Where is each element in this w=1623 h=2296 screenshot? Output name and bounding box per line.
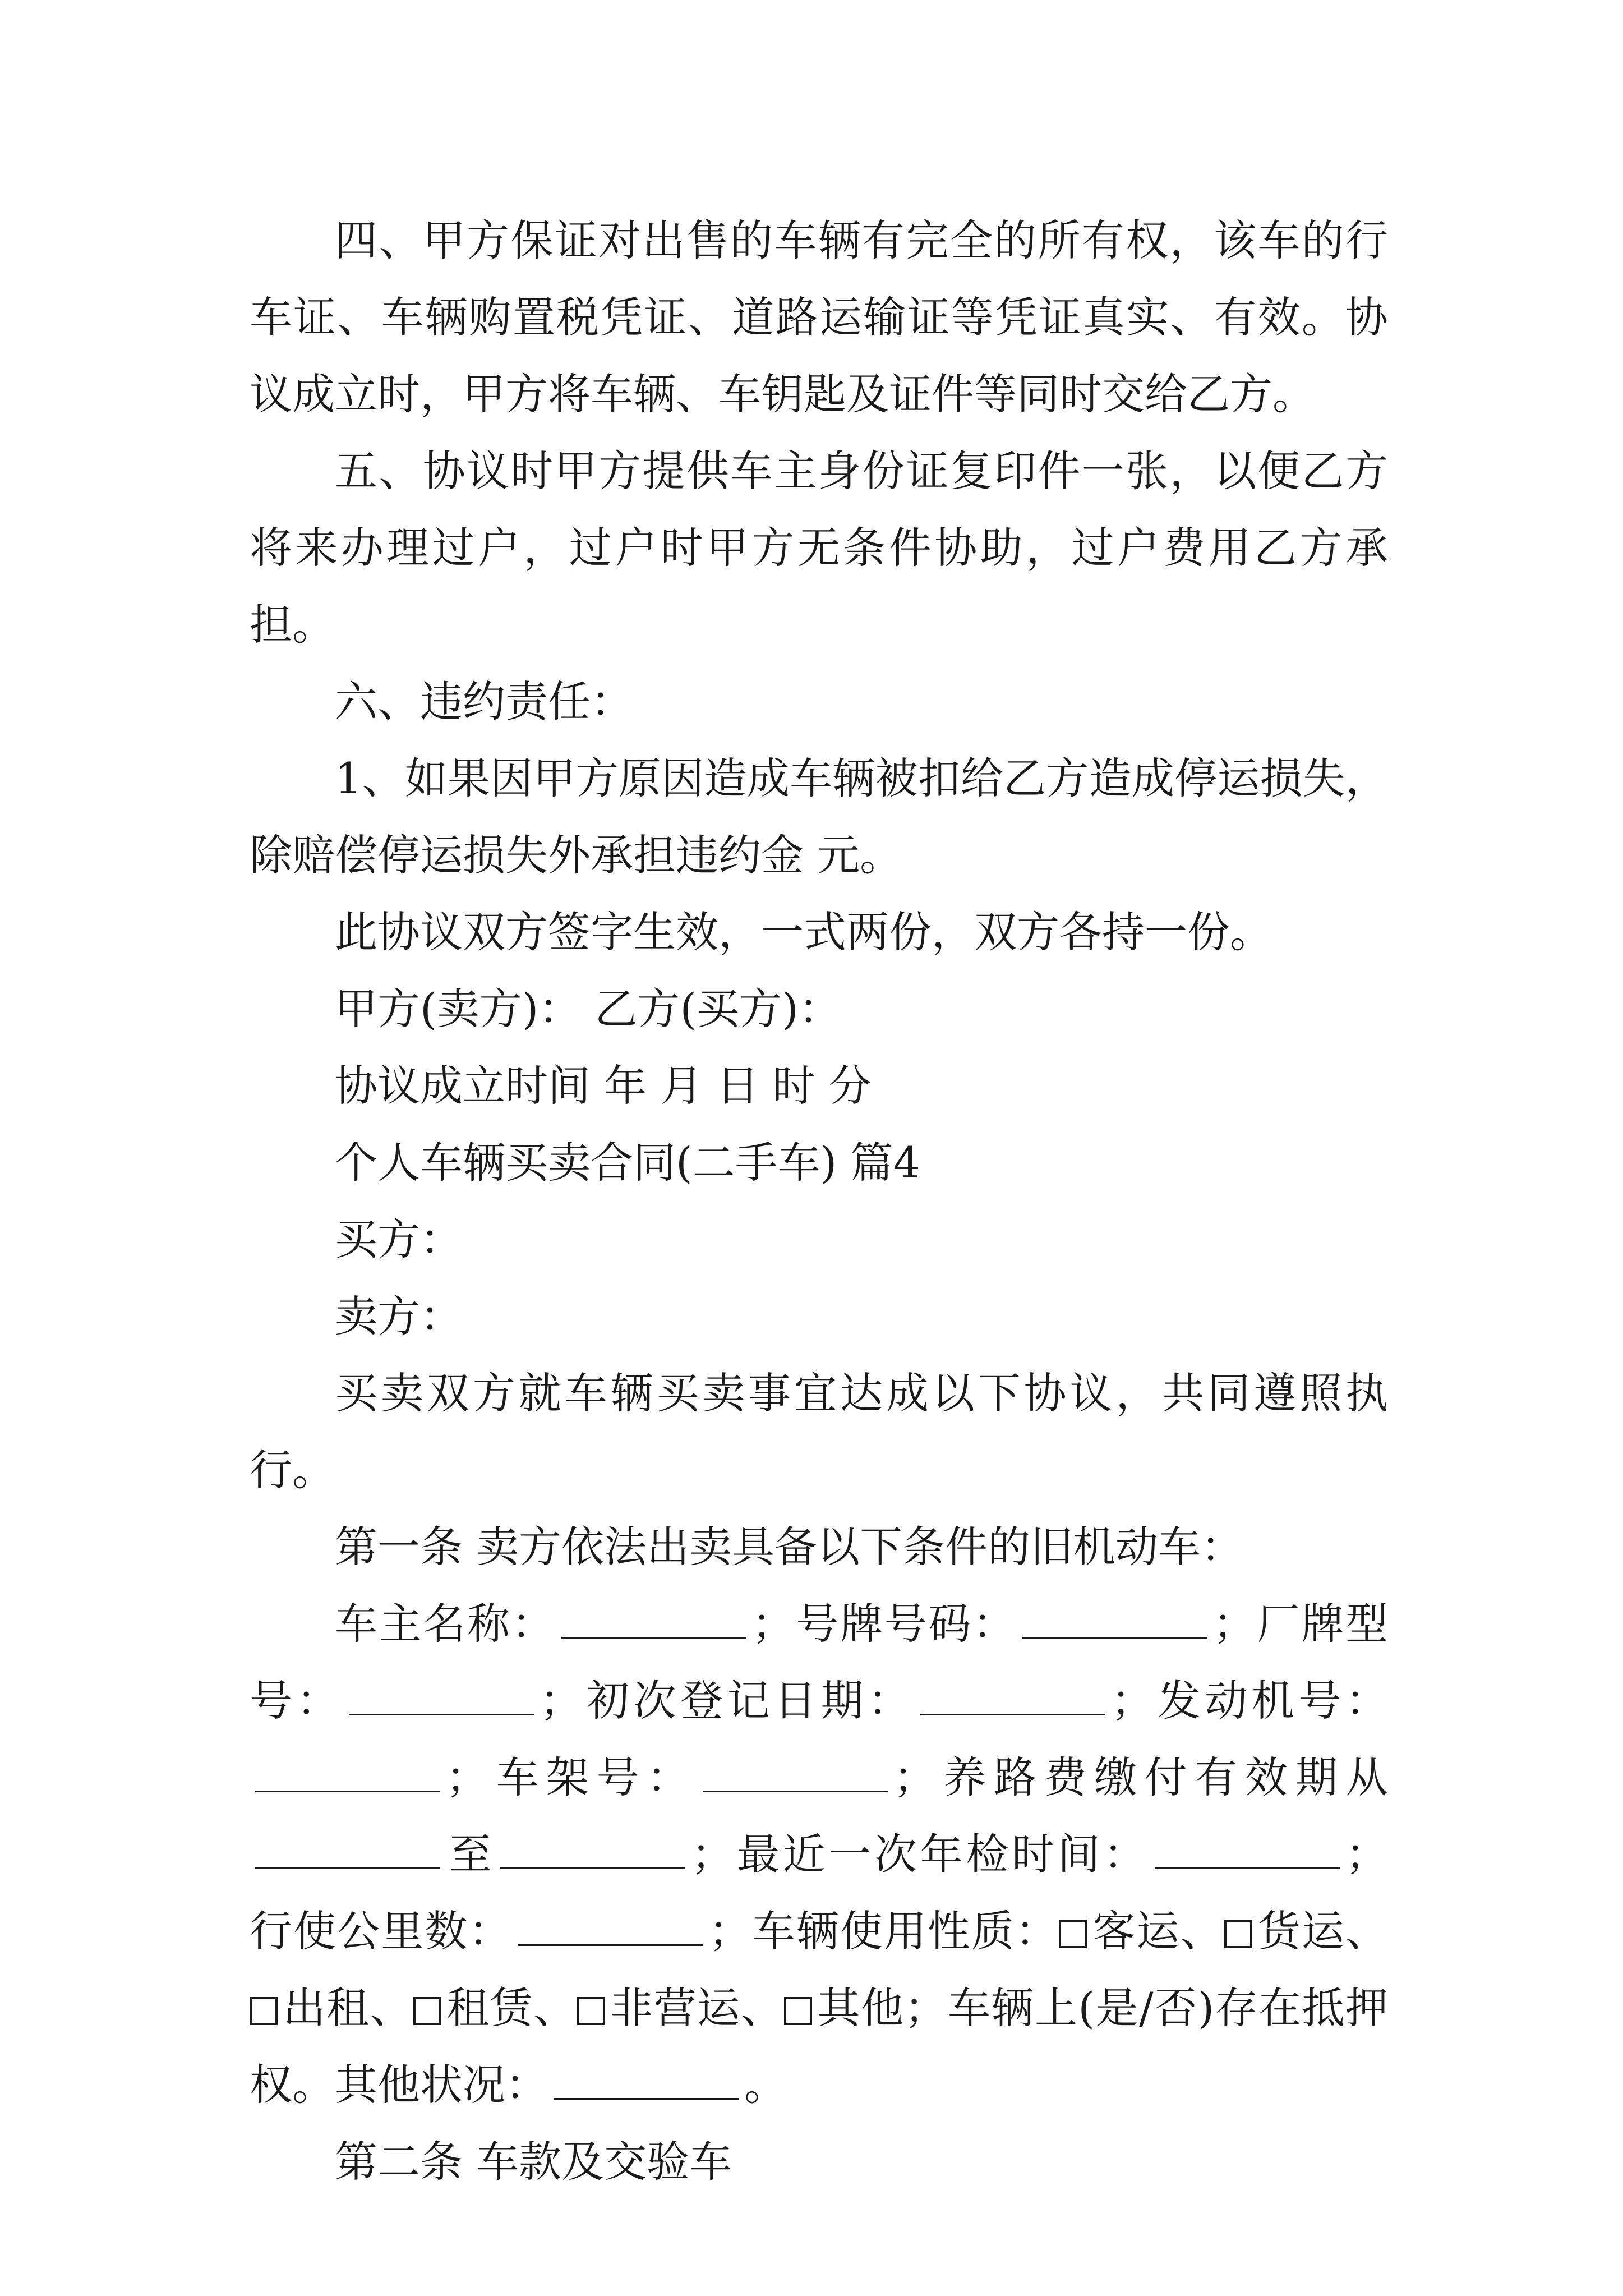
article-one-heading: 第一条 卖方依法出卖具备以下条件的旧机动车： bbox=[335, 1522, 1244, 1572]
signature-line: 甲方(卖方)： 乙方(买方)： bbox=[335, 984, 841, 1034]
other-status-blank bbox=[554, 2063, 739, 2100]
mortgage-label: 车辆上(是/否)存在抵押权。其他状况： bbox=[250, 1983, 1389, 2110]
checkbox-non-operating bbox=[577, 1997, 605, 2025]
contract-title: 个人车辆买卖合同(二手车) 篇4 bbox=[335, 1138, 920, 1188]
vehicle-fields-paragraph: 车主名称： ；号牌号码： ；厂牌型号： ；初次登记日期： ；发动机号：；车架号： ；养路费缴付有效期从至 ；最近一次年检时间： ；行使公里数： ；车辆使用性质： 客运、 货运、出租、 租赁、 非营运、 其他；车辆上(是/否)存在抵押权。其他状况： 。 bbox=[250, 1599, 1389, 2110]
plate-number-label: ；号牌号码： bbox=[751, 1599, 1017, 1649]
clause-six-item-1: 1、如果因甲方原因造成车辆被扣给乙方造成停运损失，除赔偿停运损失外承担违约金 元。 bbox=[250, 753, 1388, 880]
mileage-label: ；行使公里数： bbox=[250, 1829, 1389, 1956]
last-inspection-blank bbox=[1155, 1833, 1340, 1869]
engine-number-blank bbox=[255, 1756, 440, 1792]
first-registration-blank bbox=[920, 1679, 1105, 1715]
document-body bbox=[250, 202, 1388, 2200]
owner-name-blank bbox=[561, 1602, 746, 1639]
clause-five: 五、协议时甲方提供车主身份证复印件一张，以便乙方将来办理过户，过户时甲方无条件协助，过户费用乙方承担。 bbox=[250, 446, 1388, 650]
usage-option-taxi: 出租、 bbox=[282, 1983, 413, 2033]
brand-model-label: ；厂牌型号： bbox=[250, 1599, 1389, 1726]
checkbox-lease bbox=[413, 1997, 441, 2025]
engine-number-label: ；发动机号： bbox=[1111, 1676, 1389, 1726]
seller-line: 卖方： bbox=[335, 1291, 463, 1341]
frame-number-blank bbox=[703, 1756, 888, 1792]
usage-option-lease: 租赁、 bbox=[445, 1983, 577, 2033]
checkbox-freight bbox=[1224, 1920, 1252, 1948]
plate-number-blank bbox=[1022, 1602, 1207, 1639]
usage-nature-label: ；车辆使用性质： bbox=[708, 1906, 1059, 1956]
checkbox-other bbox=[784, 1997, 812, 2025]
owner-name-label: 车主名称： bbox=[335, 1599, 556, 1649]
checkbox-taxi bbox=[250, 1997, 278, 2025]
road-fee-to-label: 至 bbox=[446, 1829, 495, 1879]
usage-option-other: 其他； bbox=[817, 1983, 947, 2033]
last-inspection-label: ；最近一次年检时间： bbox=[691, 1829, 1150, 1879]
road-fee-to-blank bbox=[500, 1833, 685, 1869]
mileage-blank bbox=[518, 1910, 703, 1946]
usage-option-non-operating: 非营运、 bbox=[609, 1983, 785, 2033]
clause-six-heading: 六、违约责任： bbox=[335, 677, 633, 726]
usage-option-passenger: 客运、 bbox=[1091, 1906, 1224, 1956]
road-fee-label: ；养路费缴付有效期从 bbox=[893, 1752, 1389, 1802]
brand-model-blank bbox=[349, 1679, 534, 1715]
buyer-line: 买方： bbox=[335, 1214, 463, 1264]
clause-four: 四、甲方保证对出售的车辆有完全的所有权，该车的行车证、车辆购置税凭证、道路运输证等凭证真实、有效。协议成立时，甲方将车辆、车钥匙及证件等同时交给乙方。 bbox=[250, 215, 1388, 419]
frame-number-label: 车架号： bbox=[488, 1752, 697, 1802]
article-two-heading: 第二条 车款及交验车 bbox=[335, 2137, 732, 2187]
agreement-intro: 买卖双方就车辆买卖事宜达成以下协议，共同遵照执行。 bbox=[250, 1368, 1388, 1495]
end-mark: 。 bbox=[744, 2060, 787, 2110]
usage-option-freight: 货运、 bbox=[1256, 1906, 1389, 1956]
effect-statement: 此协议双方签字生效，一式两份，双方各持一份。 bbox=[335, 907, 1272, 957]
agreement-time-line: 协议成立时间 年 月 日 时 分 bbox=[335, 1061, 872, 1111]
road-fee-from-blank bbox=[255, 1833, 440, 1869]
checkbox-passenger bbox=[1059, 1920, 1087, 1948]
first-registration-label: ；初次登记日期： bbox=[540, 1676, 915, 1726]
